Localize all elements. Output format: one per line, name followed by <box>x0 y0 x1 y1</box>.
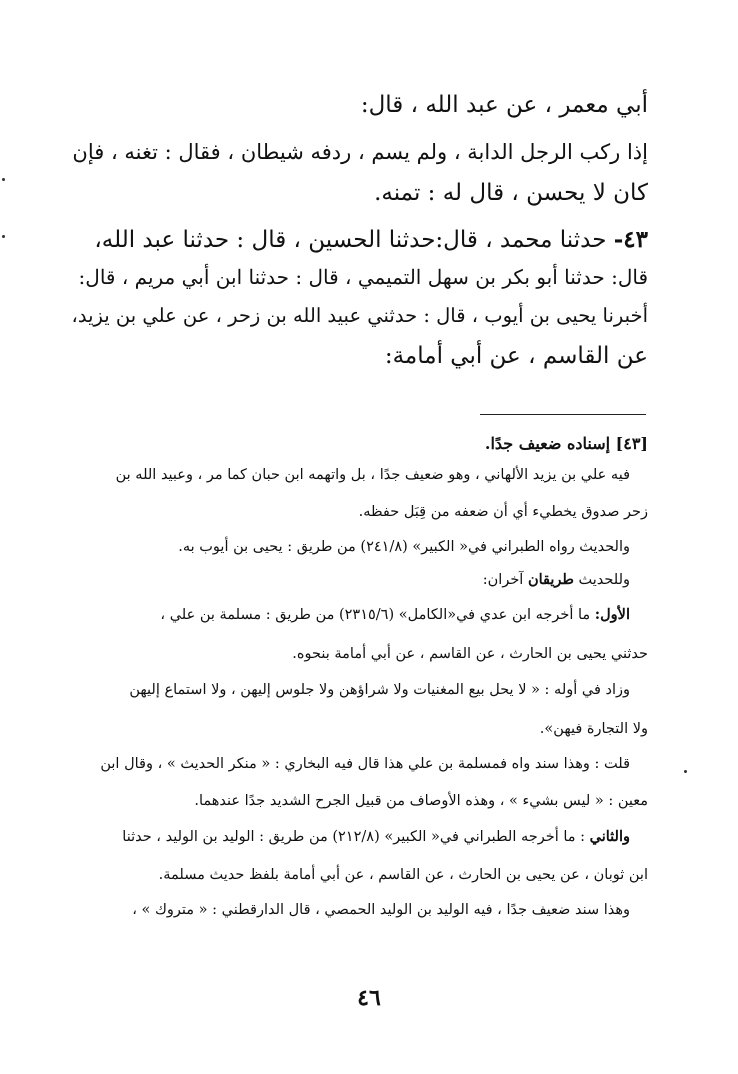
note-line: وزاد في أوله : « لا يحل بيع المغنيات ولا شراؤهن ولا جلوس إليهن ، ولا استماع إليهن <box>129 682 630 698</box>
page-number: ٤٦ <box>357 985 381 1011</box>
scan-speck <box>2 235 5 238</box>
main-line: عن القاسم ، عن أبي أمامة: <box>384 343 648 369</box>
hadith-number: ٤٣- <box>613 226 648 253</box>
note-line: وللحديث طريقان آخران: <box>482 571 630 588</box>
note-line: معين : « ليس بشيء » ، وهذه الأوصاف من قبيل الجرح الشديد جدًا عندهما. <box>194 793 648 809</box>
footnote-heading-text: إسناده ضعيف جدًا. <box>484 434 611 453</box>
main-line: أخبرنا يحيى بن أيوب ، قال : حدثني عبيد الله بن زحر ، عن علي بن يزيد، <box>71 304 648 327</box>
main-line: كان لا يحسن ، قال له : تمنه. <box>374 180 648 206</box>
note-line: والثاني : ما أخرجه الطبراني في« الكبير» (٢١٢/٨) من طريق : الوليد بن الوليد ، حدثنا <box>122 828 630 845</box>
footnote-divider <box>480 414 646 415</box>
footnote-heading <box>485 432 648 456</box>
note-line: الأول: ما أخرجه ابن عدي في«الكامل» (٢٣١٥/٦) من طريق : مسلمة بن علي ، <box>160 606 630 623</box>
note-line: والحديث رواه الطبراني في« الكبير» (٢٤١/٨) من طريق : يحيى بن أيوب به. <box>178 539 630 555</box>
note-line: حدثني يحيى بن الحارث ، عن القاسم ، عن أبي أمامة بنحوه. <box>292 646 648 662</box>
scan-speck <box>2 178 5 181</box>
main-line: إذا ركب الرجل الدابة ، ولم يسم ، ردفه شيطان ، فقال : تغنه ، فإن <box>72 140 648 164</box>
hadith-line <box>94 221 648 259</box>
note-line: زحر صدوق يخطيء أي أن ضعفه من قِبَل حفظه. <box>358 504 648 520</box>
note-line: فيه علي بن يزيد الألهاني ، وهو ضعيف جدًا ، بل واتهمه ابن حبان كما مر ، وعبيد الله بن <box>115 467 630 483</box>
main-line: أبي معمر ، عن عبد الله ، قال: <box>360 92 648 118</box>
footnote-number: [٤٣] <box>615 434 648 453</box>
main-line: قال: حدثنا أبو بكر بن سهل التميمي ، قال : حدثنا ابن أبي مريم ، قال: <box>78 265 648 289</box>
note-line: ابن ثوبان ، عن يحيى بن الحارث ، عن القاسم ، عن أبي أمامة بلفظ حديث مسلمة. <box>158 867 648 883</box>
main-line: حدثنا محمد ، قال:حدثنا الحسين ، قال : حدثنا عبد الله، <box>94 227 614 253</box>
note-line: ولا التجارة فيهن». <box>539 721 648 737</box>
note-line: قلت : وهذا سند واه فمسلمة بن علي هذا قال فيه البخاري : « منكر الحديث » ، وقال ابن <box>100 756 630 772</box>
scan-speck <box>684 770 687 773</box>
note-line: وهذا سند ضعيف جدًا ، فيه الوليد بن الوليد الحمصي ، قال الدارقطني : « متروك » ، <box>132 902 630 918</box>
